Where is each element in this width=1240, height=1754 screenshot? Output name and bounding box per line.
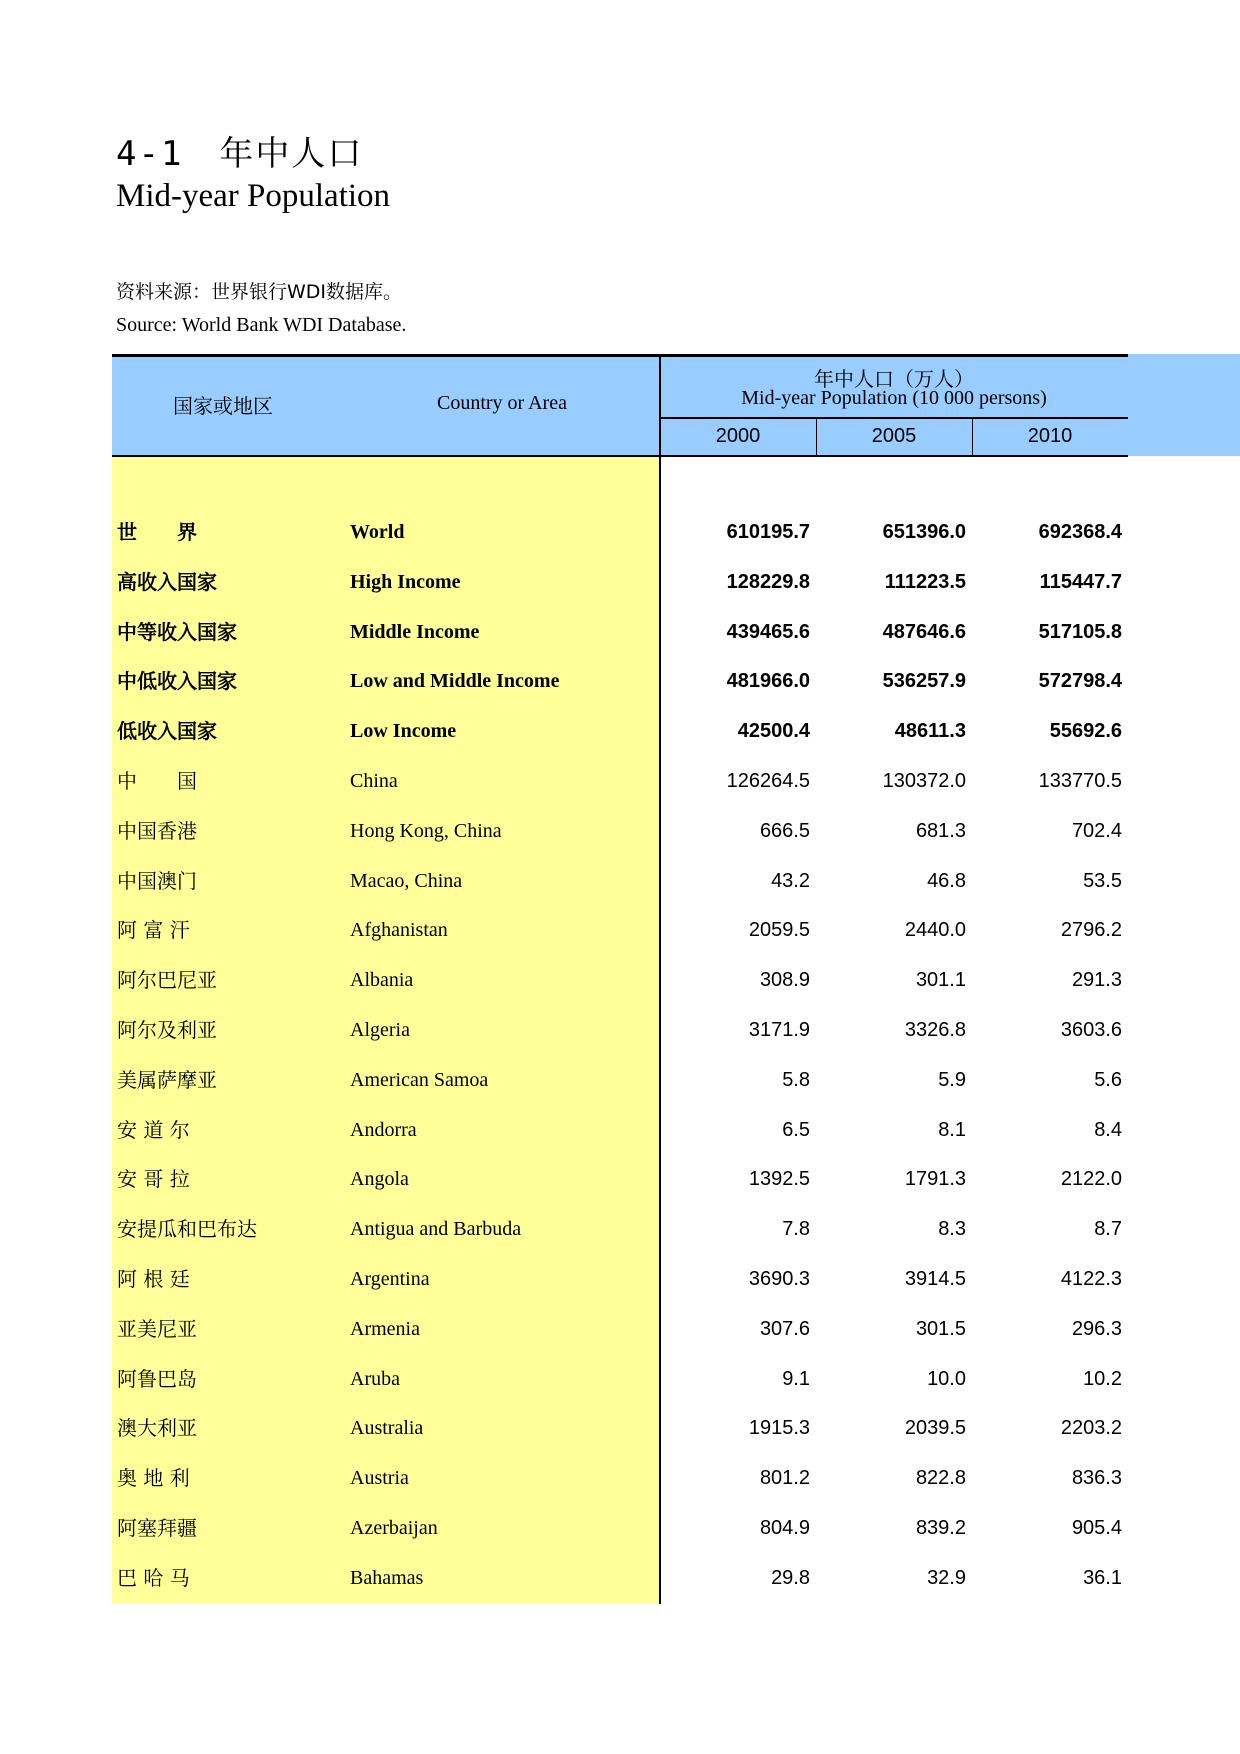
value-2005: 8.3 — [938, 1218, 966, 1241]
country-name-cn: 阿塞拜疆 — [117, 1516, 197, 1540]
value-2010: 8.7 — [1094, 1218, 1122, 1241]
value-2005: 2039.5 — [904, 1417, 966, 1440]
value-2005: 301.1 — [915, 969, 966, 992]
table-row — [112, 607, 1128, 657]
country-name-cn: 世 界 — [117, 520, 197, 544]
value-2010: 3603.6 — [1060, 1019, 1122, 1041]
value-2005: 839.2 — [915, 1517, 966, 1539]
country-name-en: Andorra — [350, 1118, 417, 1141]
value-2005: 487646.6 — [882, 620, 966, 643]
country-name-en: Antigua and Barbuda — [350, 1218, 522, 1241]
value-2000: 6.5 — [782, 1118, 810, 1141]
country-name-en: Macao, China — [350, 869, 463, 892]
value-2010: 905.4 — [1071, 1517, 1122, 1539]
header-country-en: Country or Area — [437, 392, 567, 414]
table-row — [112, 955, 1128, 1005]
value-2010: 572798.4 — [1038, 670, 1122, 693]
value-2005: 536257.9 — [882, 670, 966, 693]
country-name-en: China — [350, 770, 398, 792]
table-row — [112, 756, 1128, 806]
value-2010: 2796.2 — [1060, 919, 1122, 942]
country-name-cn: 阿鲁巴岛 — [117, 1366, 197, 1391]
header-group-en: Mid-year Population (10 000 persons) — [741, 387, 1047, 409]
table-row — [112, 1005, 1128, 1055]
value-2005: 5.9 — [938, 1068, 966, 1091]
value-2000: 3171.9 — [748, 1019, 810, 1041]
country-name-cn: 阿 富 汗 — [117, 918, 190, 943]
value-2005: 2440.0 — [904, 919, 966, 942]
value-2000: 3690.3 — [748, 1268, 810, 1290]
country-name-en: High Income — [350, 570, 461, 593]
country-name-en: World — [350, 521, 405, 543]
value-2000: 42500.4 — [737, 720, 810, 743]
country-name-en: Austria — [350, 1467, 409, 1490]
value-2005: 1791.3 — [904, 1168, 966, 1191]
country-name-cn: 低收入国家 — [117, 719, 217, 744]
table-row — [112, 1254, 1128, 1304]
country-name-cn: 中 国 — [117, 769, 197, 793]
country-name-en: Low Income — [350, 720, 457, 743]
value-2010: 517105.8 — [1038, 620, 1122, 643]
header-year-2000: 2000 — [715, 425, 761, 447]
value-2000: 307.6 — [759, 1317, 810, 1340]
value-2010: 53.5 — [1083, 869, 1122, 892]
country-name-en: Low and Middle Income — [350, 670, 560, 693]
table-row — [112, 1503, 1128, 1553]
country-name-cn: 安 哥 拉 — [117, 1167, 190, 1192]
country-name-cn: 阿 根 廷 — [117, 1267, 190, 1291]
table-row — [112, 1453, 1128, 1503]
value-2010: 692368.4 — [1038, 521, 1122, 543]
country-name-cn: 安提瓜和巴布达 — [117, 1217, 257, 1242]
value-2000: 308.9 — [759, 969, 810, 992]
country-name-cn: 中国澳门 — [117, 868, 197, 893]
value-2000: 1392.5 — [748, 1168, 810, 1191]
table-row — [112, 856, 1128, 906]
value-2005: 32.9 — [927, 1566, 966, 1589]
country-name-en: Hong Kong, China — [350, 819, 502, 842]
header-top-rule — [112, 354, 1128, 357]
value-2010: 36.1 — [1083, 1566, 1122, 1589]
table-row — [112, 1055, 1128, 1105]
country-name-cn: 阿尔及利亚 — [117, 1018, 217, 1042]
value-2005: 301.5 — [915, 1317, 966, 1340]
value-2005: 822.8 — [915, 1467, 966, 1490]
header-year-2010: 2010 — [1027, 425, 1073, 447]
country-name-en: Australia — [350, 1417, 424, 1440]
value-2000: 481966.0 — [726, 670, 810, 693]
value-2005: 681.3 — [915, 819, 966, 842]
country-name-en: Middle Income — [350, 620, 480, 643]
table-row — [112, 557, 1128, 607]
value-2005: 8.1 — [938, 1118, 966, 1141]
value-2010: 702.4 — [1071, 819, 1122, 842]
value-2000: 610195.7 — [726, 521, 810, 543]
table-row — [112, 706, 1128, 756]
header-middle-rule — [660, 417, 1128, 419]
page-title-cn — [116, 126, 363, 175]
value-2000: 666.5 — [759, 819, 810, 842]
country-name-cn: 中等收入国家 — [117, 619, 237, 644]
value-2010: 2203.2 — [1060, 1417, 1122, 1440]
value-2010: 55692.6 — [1049, 720, 1122, 743]
table-row — [112, 1403, 1128, 1453]
country-name-en: Algeria — [350, 1019, 410, 1041]
value-2010: 296.3 — [1071, 1317, 1122, 1340]
country-name-cn: 亚美尼亚 — [117, 1316, 197, 1341]
value-2010: 2122.0 — [1060, 1168, 1122, 1191]
source-note-en: Source: World Bank WDI Database. — [116, 314, 407, 336]
value-2000: 2059.5 — [748, 919, 810, 942]
country-name-cn: 高收入国家 — [117, 569, 217, 594]
country-name-cn: 巴 哈 马 — [117, 1565, 190, 1590]
country-name-cn: 美属萨摩亚 — [117, 1067, 217, 1092]
value-2000: 29.8 — [771, 1566, 810, 1589]
population-table — [112, 354, 1240, 1604]
value-2010: 4122.3 — [1060, 1268, 1122, 1290]
country-name-en: American Samoa — [350, 1068, 489, 1091]
value-2000: 439465.6 — [726, 620, 810, 643]
value-2010: 10.2 — [1083, 1367, 1122, 1390]
table-row — [112, 656, 1128, 706]
value-2010: 5.6 — [1094, 1068, 1122, 1091]
value-2010: 115447.7 — [1039, 570, 1122, 593]
value-2010: 133770.5 — [1038, 770, 1122, 792]
country-name-cn: 中低收入国家 — [117, 669, 237, 694]
value-2005: 130372.0 — [882, 770, 966, 792]
source-note-cn: 资料来源：世界银行WDI数据库。 — [116, 281, 403, 303]
header-group-cn: 年中人口（万人） — [814, 367, 974, 391]
table-number: 4-1 — [116, 134, 184, 174]
value-2000: 9.1 — [782, 1367, 810, 1390]
table-row — [112, 806, 1128, 856]
country-name-en: Argentina — [350, 1268, 430, 1290]
value-2010: 836.3 — [1071, 1467, 1122, 1490]
table-row — [112, 1154, 1128, 1204]
value-2000: 801.2 — [759, 1467, 810, 1490]
value-2005: 48611.3 — [894, 720, 966, 743]
value-2005: 651396.0 — [882, 521, 966, 543]
page-title-en: Mid-year Population — [116, 178, 391, 214]
country-name-en: Azerbaijan — [350, 1517, 438, 1539]
table-row — [112, 1204, 1128, 1254]
table-row — [112, 507, 1128, 557]
country-name-en: Aruba — [350, 1367, 400, 1390]
country-name-en: Armenia — [350, 1317, 420, 1340]
value-2005: 10.0 — [927, 1367, 966, 1390]
value-2000: 1915.3 — [748, 1417, 810, 1440]
value-2005: 3326.8 — [904, 1019, 966, 1041]
country-name-en: Bahamas — [350, 1566, 424, 1589]
country-name-en: Angola — [350, 1168, 409, 1191]
value-2000: 5.8 — [782, 1068, 810, 1091]
value-2005: 46.8 — [927, 869, 966, 892]
value-2005: 3914.5 — [904, 1268, 966, 1290]
country-name-cn: 安 道 尔 — [117, 1117, 190, 1142]
country-name-cn: 奥 地 利 — [117, 1466, 190, 1491]
table-row — [112, 1354, 1128, 1404]
value-2000: 7.8 — [782, 1218, 810, 1241]
country-name-cn: 阿尔巴尼亚 — [117, 968, 217, 993]
country-name-en: Afghanistan — [350, 919, 448, 942]
value-2005: 111223.5 — [884, 570, 966, 593]
country-name-en: Albania — [350, 969, 414, 992]
country-name-cn: 澳大利亚 — [117, 1416, 197, 1441]
value-2010: 8.4 — [1094, 1118, 1122, 1141]
table-row — [112, 1553, 1128, 1603]
value-2000: 126264.5 — [726, 770, 810, 792]
header-year-2005: 2005 — [871, 425, 917, 447]
header-country-cn: 国家或地区 — [173, 394, 273, 418]
table-row — [112, 905, 1128, 955]
value-2010: 291.3 — [1071, 969, 1122, 992]
country-name-cn: 中国香港 — [117, 818, 197, 843]
title-cn-text: 年中人口 — [219, 134, 364, 174]
value-2000: 128229.8 — [726, 570, 810, 593]
value-2000: 804.9 — [759, 1517, 810, 1539]
table-row — [112, 1105, 1128, 1155]
value-2000: 43.2 — [771, 869, 810, 892]
table-row — [112, 1304, 1128, 1354]
